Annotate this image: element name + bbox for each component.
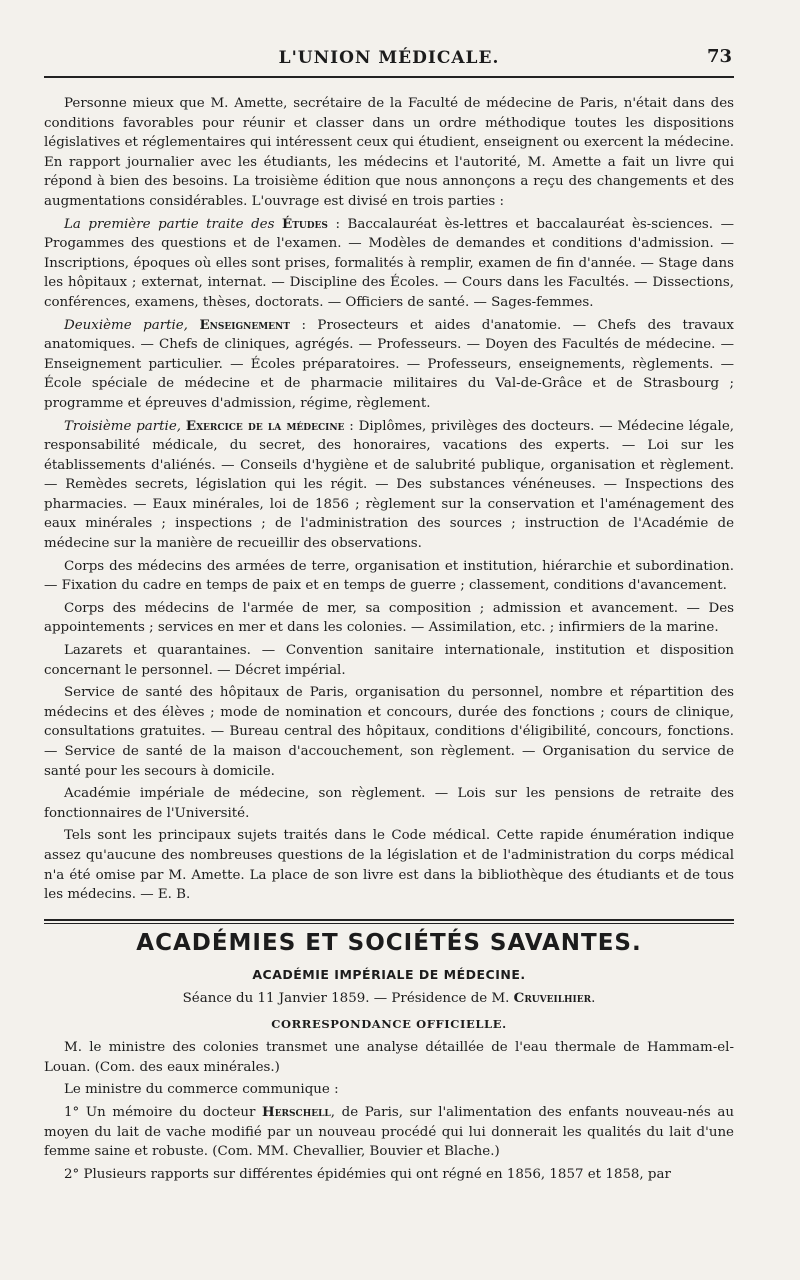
review-paragraph-6: Corps des médecins de l'armée de mer, sa composition ; admission et avancement. — Des appointements ; services en mer et dans les colonies. — Assimilation, etc. ; infirmiers de la marine. bbox=[44, 600, 734, 636]
correspondence-paragraph-3: 1° Un mémoire du docteur Herschell, de Paris, sur l'alimentation des enfants nouveau-nés au moyen du lait de vache modifié par un nouveau procédé qui lui donnerait les qualités du lait d'une femme saine et robuste. (Com. MM. Chevallier, Bouvier et Blache.) bbox=[44, 1103, 734, 1160]
journal-page bbox=[44, 40, 734, 1187]
part-two-heading: Enseignement bbox=[199, 316, 290, 333]
review-paragraph-10: Tels sont les principaux sujets traités dans le Code médical. Cette rapide énumération indique assez qu'aucune des nombreuses questions de la législation et de l'administration du corps médical n'a été omise par M. Amette. La place de son livre est dans la bibliothèque des étudiants et de tous les médecins. — E. B. bbox=[44, 828, 734, 903]
section-title: ACADÉMIES ET SOCIÉTÉS SAVANTES. bbox=[136, 929, 642, 956]
article-body bbox=[44, 94, 734, 1184]
part-one-lead: La première partie traite des bbox=[64, 216, 275, 232]
part-one-heading: Études bbox=[282, 215, 328, 232]
review-paragraph-9: Académie impériale de médecine, son règlement. — Lois sur les pensions de retraite des fonctionnaires de l'Université. bbox=[44, 786, 734, 821]
correspondence-paragraph-2: Le ministre du commerce communique : bbox=[64, 1082, 339, 1098]
correspondence-paragraph-1: M. le ministre des colonies transmet une analyse détaillée de l'eau thermale de Hammam-el-Louan. (Com. des eaux minérales.) bbox=[44, 1040, 734, 1075]
part-three-lead: Troisième partie, bbox=[64, 418, 182, 434]
review-paragraph-8: Service de santé des hôpitaux de Paris, organisation du personnel, nombre et répartition des médecins et des élèves ; mode de nomination et concours, durée des fonctions ; cours de clinique, consultations gratuites. — Bureau central des hôpitaux, conditions d'éligibilité, concours, fonctions. — Service de santé de la maison d'accouchement, son règlement. — Organisation du service de santé pour les secours à domicile. bbox=[44, 685, 734, 779]
part-two-lead: Deuxième partie, bbox=[64, 317, 188, 333]
session-line: Séance du 11 Janvier 1859. — Présidence de M. Cruveilhier. bbox=[182, 989, 596, 1006]
part-three-heading: Exercice de la médecine bbox=[185, 417, 345, 434]
review-paragraph-1: Personne mieux que M. Amette, secrétaire de la Faculté de médecine de Paris, n'était dans des conditions favorables pour réunir et classer dans un ordre méthodique toutes les dispositions législatives et réglementaires qui intéressent ceux qui étudient, enseignent ou exercent la médecine. En rapport journalier avec les étudiants, les médecins et l'autorité, M. Amette a fait un livre qui répond à bien des besoins. La troisième édition que nous annonçons a reçu des changements et des augmentations considérables. L'ouvrage est divisé en trois parties : bbox=[44, 96, 734, 209]
page-number: 73 bbox=[706, 46, 732, 67]
review-paragraph-7: Lazarets et quarantaines. — Convention sanitaire internationale, institution et disposition concernant le personnel. — Décret impérial. bbox=[44, 643, 734, 678]
review-paragraph-2: La première partie traite des Études : Baccalauréat ès-lettres et baccalauréat ès-sciences. — Progammes des questions et de l'examen. — Modèles de demandes et conditions d'admission. — Inscriptions, époques où elles sont prises, formalités à remplir, examen de fin d'année. — Stage dans les hôpitaux ; externat, internat. — Discipline des Écoles. — Cours dans les Facultés. — Dissections, conférences, examens, thèses, doctorats. — Officiers de santé. — Sages-femmes. bbox=[44, 215, 734, 310]
review-paragraph-4: Troisième partie, Exercice de la médecine : Diplômes, privilèges des docteurs. — Médecine légale, responsabilité médicale, du secret, des honoraires, vacations des experts. — Loi sur les établissements d'aliénés. — Conseils d'hygiène et de salubrité publique, organisation et règlement. — Remèdes secrets, législation qui les régit. — Des substances vénéneuses. — Inspections des pharmacies. — Eaux minérales, loi de 1856 ; règlement sur la conservation et l'aménagement des eaux minérales ; inspections ; de l'administration des sources ; instruction de l'Académie de médecine sur la manière de recueillir des observations. bbox=[44, 417, 734, 552]
journal-title: L'UNION MÉDICALE. bbox=[278, 48, 500, 68]
correspondence-title: CORRESPONDANCE OFFICIELLE. bbox=[271, 1016, 507, 1031]
academy-title: ACADÉMIE IMPÉRIALE DE MÉDECINE. bbox=[252, 967, 526, 983]
correspondence-paragraph-4: 2° Plusieurs rapports sur différentes épidémies qui ont régné en 1856, 1857 et 1858, par bbox=[64, 1166, 671, 1182]
president-name: Cruveilhier bbox=[513, 989, 592, 1006]
review-paragraph-5: Corps des médecins des armées de terre, organisation et institution, hiérarchie et subordination. — Fixation du cadre en temps de paix et en temps de guerre ; classement, conditions d'avancement. bbox=[44, 558, 734, 594]
review-paragraph-3: Deuxième partie, Enseignement : Prosecteurs et aides d'anatomie. — Chefs des travaux anatomiques. — Chefs de cliniques, agrégés. — Professeurs. — Doyen des Facultés de médecine. — Enseignement particulier. — Écoles préparatoires. — Professeurs, enseignements, règlements. — École spéciale de médecine et de pharmacie militaires du Val-de-Grâce et de Strasbourg ; programme et épreuves d'admission, régime, règlement. bbox=[44, 316, 734, 411]
page-header bbox=[44, 40, 734, 78]
section-divider bbox=[44, 919, 734, 924]
doctor-name: Herschell bbox=[262, 1103, 331, 1120]
